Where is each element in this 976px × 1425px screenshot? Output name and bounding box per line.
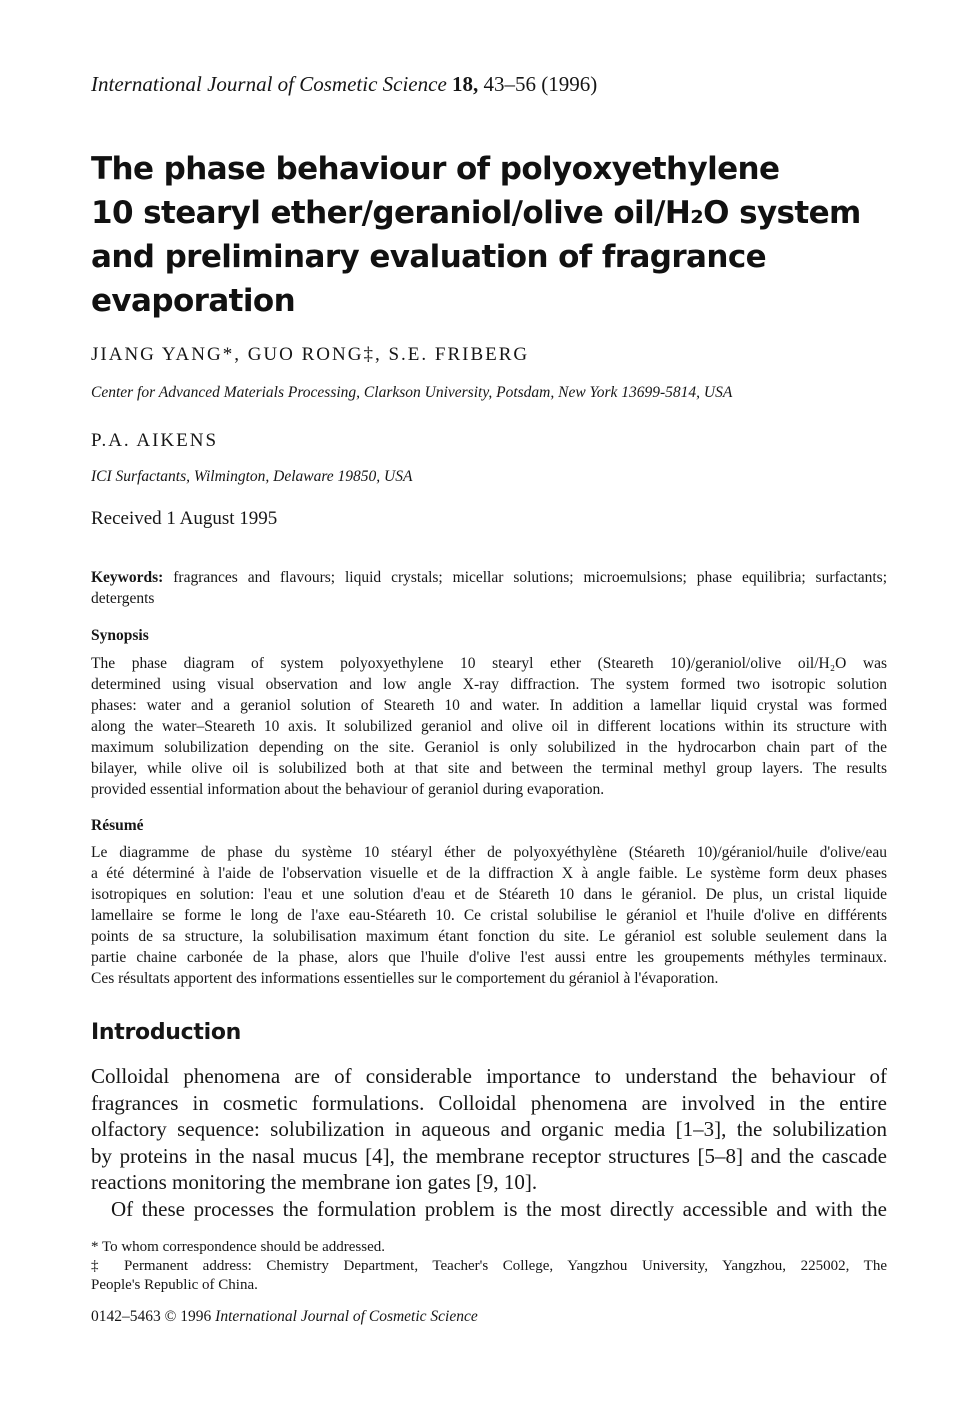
intro-line: by proteins in the nasal mucus [4], the membrane receptor structures [5–8] and the cascade xyxy=(91,1143,887,1168)
synopsis-line: maximum solubilization depending on the site. Geraniol is only solubilized in the hydrocarbon chain part of the xyxy=(91,739,887,756)
journal-citation xyxy=(91,72,597,97)
copyright-prefix: 0142–5463 © 1996 xyxy=(91,1308,212,1325)
intro-line: Colloidal phenomena are of considerable importance to understand the behaviour of xyxy=(91,1064,887,1088)
synopsis-heading: Synopsis xyxy=(91,627,149,644)
article-title xyxy=(91,147,891,323)
footnote-correspondence: * To whom correspondence should be addressed. xyxy=(91,1239,386,1255)
received-date: Received 1 August 1995 xyxy=(91,508,278,529)
title-line: The phase behaviour of polyoxyethylene xyxy=(91,151,780,187)
keywords xyxy=(91,567,887,609)
synopsis-line: The phase diagram of system polyoxyethylene 10 stearyl ether (Steareth 10)/geraniol/olive oil/H₂O was xyxy=(91,655,887,672)
affiliation-clarkson: Center for Advanced Materials Processing, Clarkson University, Potsdam, New York 13699-5814, USA xyxy=(91,384,733,401)
footnote-permanent-address: ‡ Permanent address: Chemistry Department, Teacher's College, Yangzhou University, Yangzhou, 225002, The xyxy=(91,1258,887,1274)
footnotes xyxy=(91,1238,887,1295)
copyright-line xyxy=(91,1308,478,1326)
resume-line: Ces résultats apportent des informations essentielles sur le comportement du géraniol à l'évaporation. xyxy=(91,970,719,987)
resume-text xyxy=(91,842,887,989)
title-line: 10 stearyl ether/geraniol/olive oil/H₂O system xyxy=(91,195,861,231)
resume-line: lamellaire se forme le long de l'axe eau-Stéareth 10. Ce cristal solubilise le géraniol et l'huile d'olive en différents xyxy=(91,907,887,924)
journal-volume: 18, xyxy=(452,72,479,96)
intro-line: olfactory sequence: solubilization in aqueous and organic media [1–3], the solubilization xyxy=(91,1117,887,1141)
synopsis-line: phases: water and a geraniol solution of Steareth 10 and water. In addition a lamellar liquid crystal was formed xyxy=(91,697,887,714)
synopsis-line: provided essential information about the behaviour of geraniol during evaporation. xyxy=(91,781,605,798)
resume-line: points de sa structure, la solubilisation maximum étant fonction du site. Le géraniol est soluble seulement dans la xyxy=(91,928,887,945)
synopsis-line: along the water–Steareth 10 axis. It solubilized geraniol and olive oil in different locations within its structure with xyxy=(91,718,887,735)
resume-heading: Résumé xyxy=(91,817,144,834)
keywords-label: Keywords: xyxy=(91,569,164,586)
introduction-heading: Introduction xyxy=(91,1020,242,1045)
journal-pages-year: 43–56 (1996) xyxy=(483,72,598,96)
title-line: and preliminary evaluation of fragrance xyxy=(91,239,767,275)
synopsis-text xyxy=(91,653,887,800)
synopsis-line: bilayer, while olive oil is solubilized both at that site and between the terminal methyl group layers. The results xyxy=(91,760,887,777)
footnote-permanent-address-cont: People's Republic of China. xyxy=(91,1277,258,1293)
synopsis-line: determined using visual observation and low angle X-ray diffraction. The system formed two isotropic solution xyxy=(91,676,887,693)
author-aikens: P.A. AIKENS xyxy=(91,430,219,451)
resume-line: a été déterminé à l'aide de l'observation visuelle et de la diffraction X à angle faible. Le système form deux phases xyxy=(91,865,887,882)
resume-line: partie chaine carbonée de la phase, alors que l'huile d'olive l'est aussi entre les groupements méthyles terminaux. xyxy=(91,949,887,966)
author-list: JIANG YANG*, GUO RONG‡, S.E. FRIBERG xyxy=(91,344,530,365)
journal-name: International Journal of Cosmetic Science xyxy=(91,72,447,96)
copyright-journal: International Journal of Cosmetic Science xyxy=(215,1308,478,1325)
resume-line: isotropiques en solution: l'eau et une solution d'eau et de Stéareth 10 dans le géraniol. De plus, un cristal liquide xyxy=(91,886,887,903)
title-line: evaporation xyxy=(91,283,296,319)
resume-line: Le diagramme de phase du système 10 stéaryl éther de polyoxyéthylène (Stéareth 10)/géraniol/huile d'olive/eau xyxy=(91,844,887,861)
intro-line: Of these processes the formulation problem is the most directly accessible and with the xyxy=(111,1196,887,1221)
keywords-text: fragrances and flavours; liquid crystals; micellar solutions; microemulsions; phase equilibria; surfactants; detergents xyxy=(91,569,888,607)
introduction-text xyxy=(91,1063,887,1222)
intro-line: reactions monitoring the membrane ion gates [9, 10]. xyxy=(91,1170,538,1194)
affiliation-ici: ICI Surfactants, Wilmington, Delaware 19850, USA xyxy=(91,468,413,485)
intro-line: fragrances in cosmetic formulations. Colloidal phenomena are involved in the entire xyxy=(91,1090,887,1115)
